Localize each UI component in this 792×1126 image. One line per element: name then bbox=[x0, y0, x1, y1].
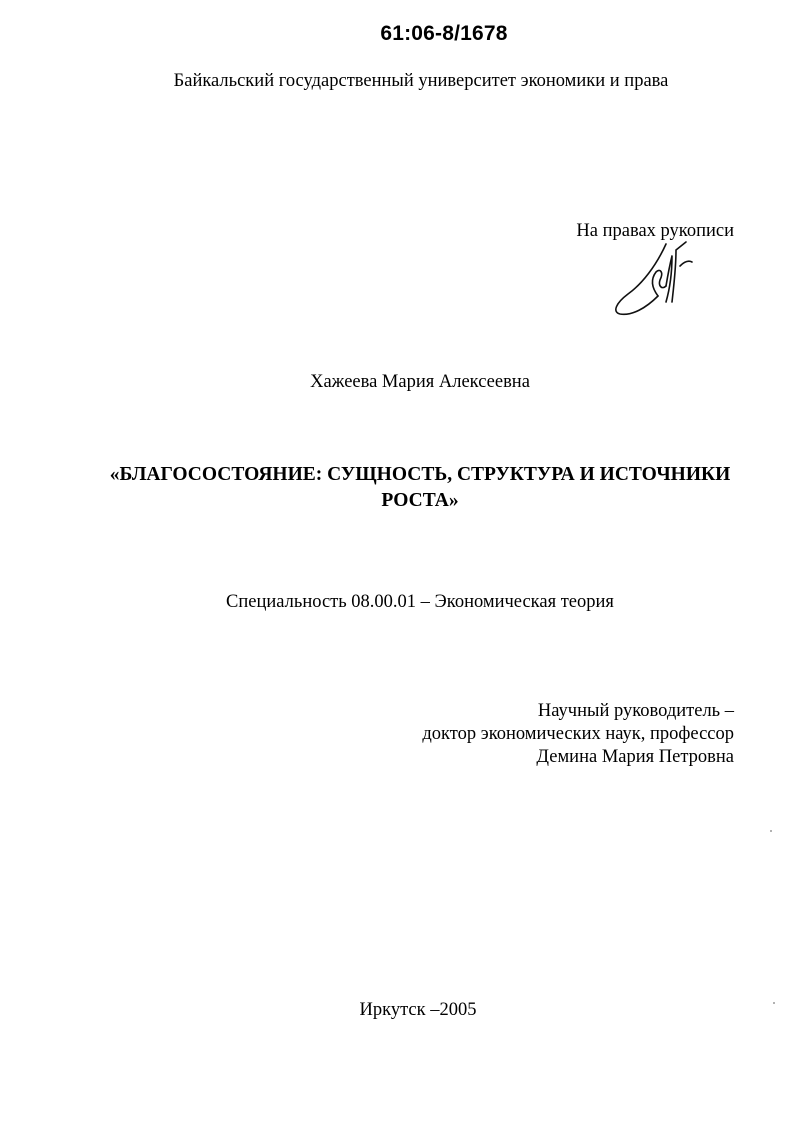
university-name: Байкальский государственный университет экономики и права bbox=[173, 71, 669, 91]
city-year: Иркутск –2005 bbox=[359, 1000, 477, 1020]
advisor-block bbox=[422, 700, 734, 769]
dissertation-title: «БЛАГОСОСТОЯНИЕ: СУЩНОСТЬ, СТРУКТУРА И ИСТОЧНИКИ РОСТА» bbox=[109, 464, 731, 511]
scan-speck bbox=[773, 1002, 775, 1004]
scan-speck bbox=[770, 830, 772, 832]
rights-note: На правах рукописи bbox=[576, 221, 734, 241]
advisor-name: Демина Мария Петровна bbox=[536, 747, 734, 767]
handwritten-signature bbox=[606, 236, 702, 320]
advisor-degree: доктор экономических наук, профессор bbox=[422, 724, 734, 744]
specialty-line: Специальность 08.00.01 – Экономическая теория bbox=[226, 592, 614, 612]
advisor-role: Научный руководитель – bbox=[537, 701, 734, 721]
document-code: 61:06-8/1678 bbox=[380, 22, 508, 45]
author-name: Хажеева Мария Алексеевна bbox=[310, 372, 530, 392]
